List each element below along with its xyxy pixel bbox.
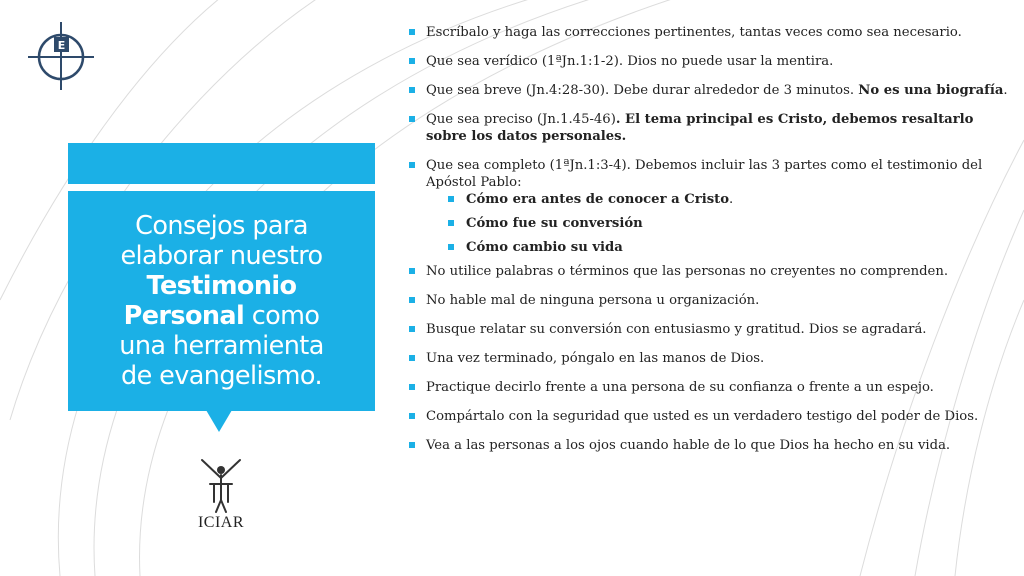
bullet-bold-text: . El tema principal es Cristo, debemos resaltarlo sobre los datos personales.	[426, 112, 974, 144]
bullet-text-after: .	[1003, 83, 1008, 98]
title-line-2: elaborar nuestro	[120, 241, 323, 271]
list-item	[408, 111, 1008, 145]
sub-list-item	[426, 191, 1008, 208]
sub-bullet-bold-text: Cómo fue su conversión	[466, 216, 643, 231]
title-line-1: Consejos para	[135, 211, 308, 241]
list-item	[408, 263, 1008, 280]
bullet-text: Que sea breve (Jn.4:28-30). Debe durar alrededor de 3 minutos.	[426, 83, 859, 98]
list-item	[408, 292, 1008, 309]
bullet-text: Busque relatar su conversión con entusiasmo y gratitud. Dios se agradará.	[426, 322, 927, 337]
list-item	[408, 350, 1008, 367]
sub-bullet-bold-text: Cómo cambio su vida	[466, 240, 623, 255]
logo-letter: E	[57, 39, 66, 52]
title-box	[68, 191, 375, 411]
list-item	[408, 53, 1008, 70]
bullet-text: No hable mal de ninguna persona u organización.	[426, 293, 760, 308]
list-item	[408, 379, 1008, 396]
bullet-text: Que sea preciso (Jn.1.45-46)	[426, 112, 616, 127]
list-item	[408, 24, 1008, 41]
sub-list-item	[426, 239, 1008, 256]
list-item	[408, 437, 1008, 454]
sub-bullet-list	[426, 191, 1008, 256]
compass-logo-icon	[26, 20, 96, 90]
slide-title	[119, 211, 323, 391]
bullet-text: No utilice palabras o términos que las personas no creyentes no comprenden.	[426, 264, 949, 279]
bullet-text: Que sea verídico (1ªJn.1:1-2). Dios no puede usar la mentira.	[426, 54, 834, 69]
title-line-4-bold: Personal	[123, 301, 245, 331]
title-line-6: de evangelismo.	[121, 361, 322, 391]
bullet-text: Una vez terminado, póngalo en las manos de Dios.	[426, 351, 765, 366]
bullet-content	[408, 24, 1008, 466]
list-item	[408, 82, 1008, 99]
bullet-bold-text: No es una biografía	[858, 83, 1004, 98]
sub-bullet-bold-text: Cómo era antes de conocer a Cristo	[466, 192, 730, 207]
bullet-text: Escríbalo y haga las correcciones pertinentes, tantas veces como sea necesario.	[426, 25, 962, 40]
title-line-3: Testimonio	[146, 271, 297, 301]
bullet-text: Que sea completo (1ªJn.1:3-4). Debemos incluir las 3 partes como el testimonio del Apóstol Pablo:	[426, 158, 983, 190]
list-item	[408, 408, 1008, 425]
title-accent-bar	[68, 143, 375, 184]
brand-label: ICIAR	[197, 514, 245, 531]
title-line-4-rest: como	[244, 301, 320, 331]
sub-list-item	[426, 215, 1008, 232]
title-pointer	[206, 410, 232, 432]
list-item	[408, 321, 1008, 338]
list-item	[408, 157, 1008, 256]
bullet-list	[408, 24, 1008, 454]
bullet-text: Vea a las personas a los ojos cuando hable de lo que Dios ha hecho en su vida.	[426, 438, 951, 453]
bullet-text: Compártalo con la seguridad que usted es un verdadero testigo del poder de Dios.	[426, 409, 979, 424]
bullet-text: Practique decirlo frente a una persona de su confianza o frente a un espejo.	[426, 380, 934, 395]
sub-bullet-text-after: .	[729, 192, 734, 207]
title-line-5: una herramienta	[119, 331, 324, 361]
